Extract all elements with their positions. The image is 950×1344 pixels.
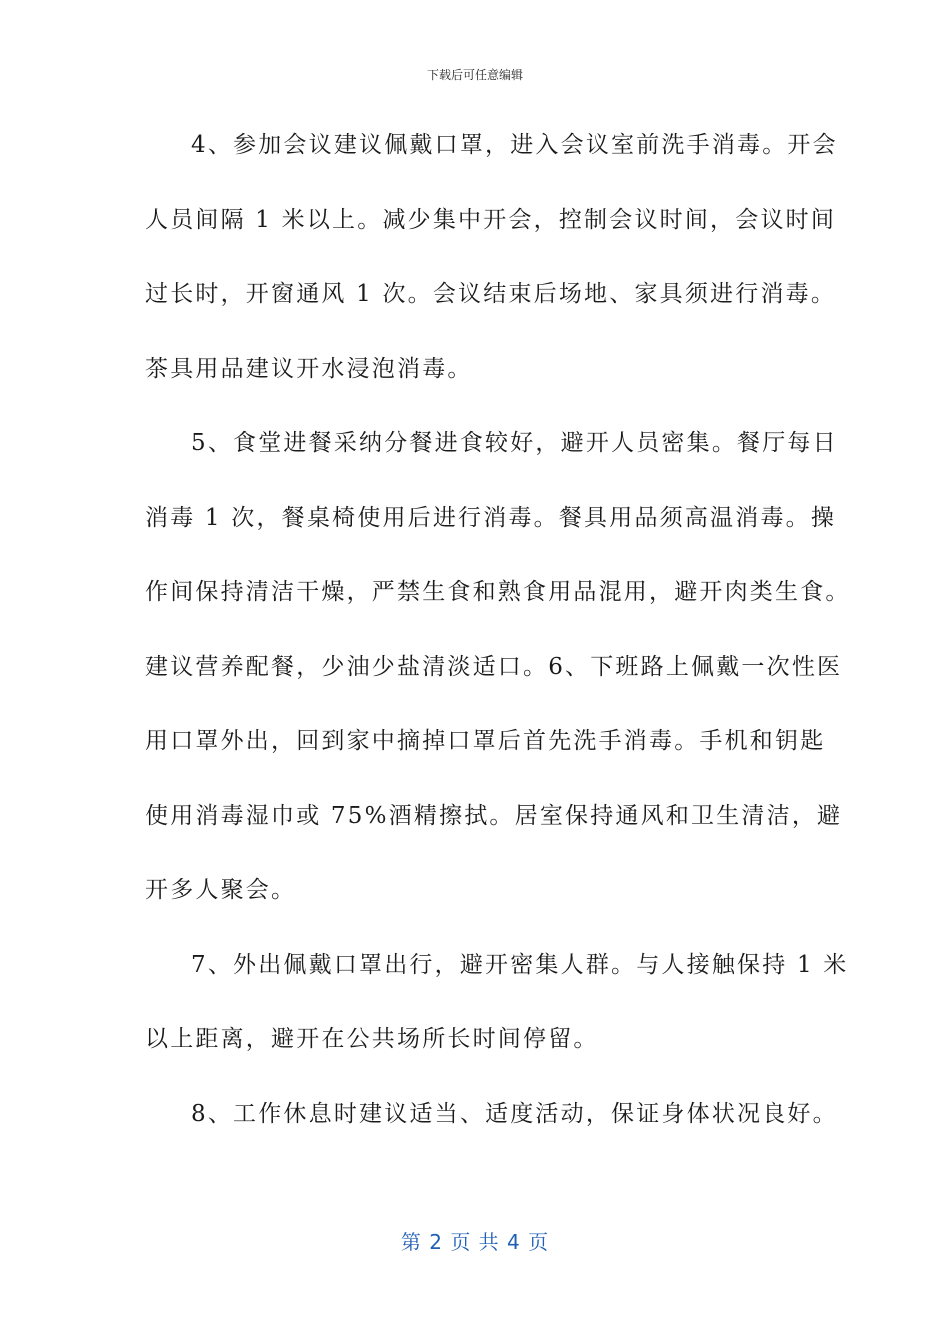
paragraph-line: 用口罩外出，回到家中摘掉口罩后首先洗手消毒。手机和钥匙	[145, 728, 826, 754]
paragraph-line: 使用消毒湿巾或 75%酒精擦拭。居室保持通风和卫生清洁，避	[145, 802, 843, 829]
paragraph-line: 人员间隔 1 米以上。减少集中开会，控制会议时间，会议时间	[145, 206, 837, 233]
paragraph-line: 过长时，开窗通风 1 次。会议结束后场地、家具须进行消毒。	[145, 281, 837, 307]
paragraph-line: 消毒 1 次，餐桌椅使用后进行消毒。餐具用品须高温消毒。操	[145, 504, 837, 531]
paragraph-line: 作间保持清洁干燥，严禁生食和熟食用品混用，避开肉类生食。	[145, 579, 851, 605]
paragraph-line: 5、食堂进餐采纳分餐进食较好，避开人员密集。餐厅每日	[191, 430, 838, 456]
page-number: 第 2 页 共 4 页	[400, 1230, 550, 1254]
paragraph-line: 建议营养配餐，少油少盐清淡适口。6、下班路上佩戴一次性医	[145, 653, 843, 680]
paragraph-line: 8、工作休息时建议适当、适度活动，保证身体状况良好。	[191, 1100, 838, 1127]
paragraph-line: 茶具用品建议开水浸泡消毒。	[145, 355, 473, 382]
document-body	[145, 123, 851, 1166]
paragraph-line: 以上距离，避开在公共场所长时间停留。	[145, 1026, 599, 1052]
paragraph-line: 4、参加会议建议佩戴口罩，进入会议室前洗手消毒。开会	[191, 132, 838, 158]
header-note: 下载后可任意编辑	[426, 68, 523, 82]
paragraph-line: 7、外出佩戴口罩出行，避开密集人群。与人接触保持 1 米	[191, 951, 849, 978]
paragraph-line: 开多人聚会。	[145, 877, 297, 903]
